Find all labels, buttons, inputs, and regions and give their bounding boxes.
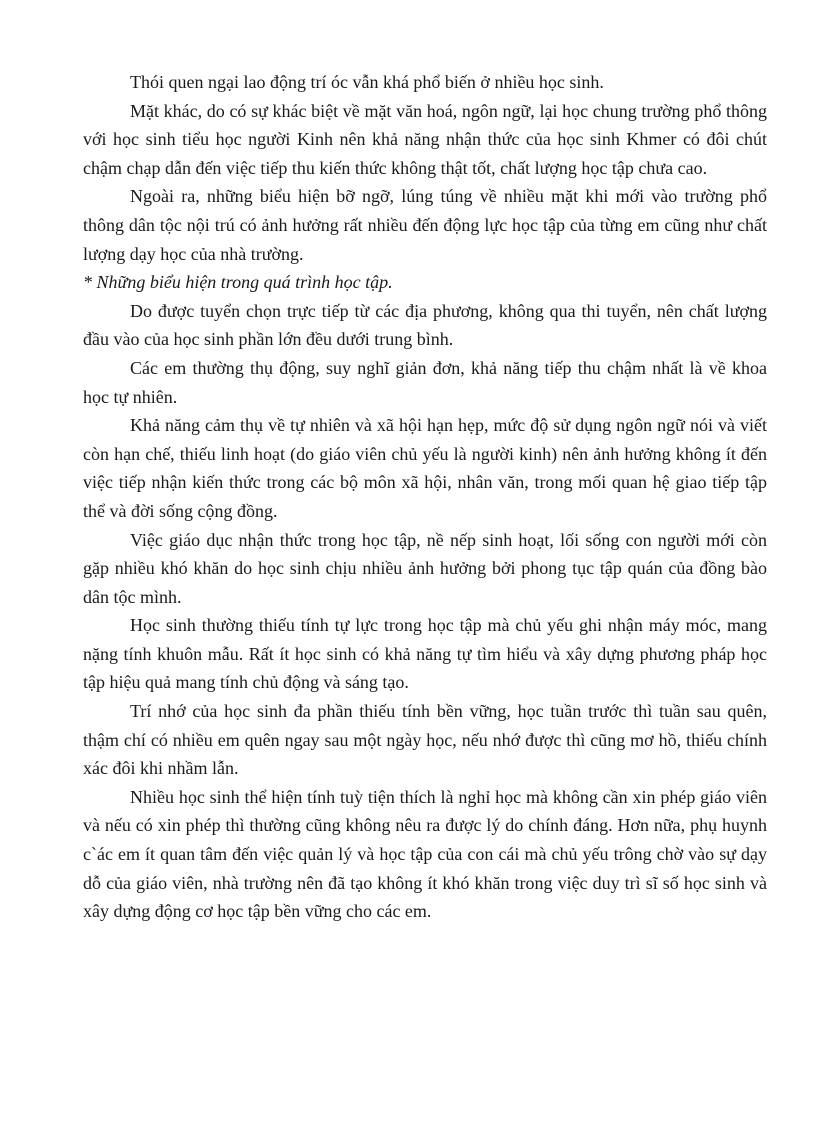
section-heading-learning-signs: * Những biểu hiện trong quá trình học tập. — [83, 272, 393, 293]
paragraph-self-reliance: Học sinh thường thiếu tính tự lực trong học tập mà chủ yếu ghi nhận máy móc, mang nặng tính khuôn mẫu. Rất ít học sinh có khả năng tự tìm hiểu và xây dựng phương pháp học tập hiệu quả mang tính chủ động và sáng tạo. — [83, 615, 767, 693]
document-body — [83, 68, 767, 926]
paragraph-study-habits: Thói quen ngại lao động trí óc vẫn khá phổ biến ở nhiều học sinh. — [130, 72, 604, 92]
paragraph-passive-learning: Các em thường thụ động, suy nghĩ giản đơn, khả năng tiếp thu chậm nhất là về khoa học tự nhiên. — [83, 357, 767, 407]
paragraph-memory: Trí nhớ của học sinh đa phần thiếu tính bền vững, học tuần trước thì tuần sau quên, thậm chí có nhiều em quên ngay sau một ngày học, nếu nhớ được thì cũng mơ hồ, thiếu chính xác đôi khi nhầm lẫn. — [83, 701, 767, 779]
paragraph-admission-quality: Do được tuyển chọn trực tiếp từ các địa phương, không qua thi tuyển, nên chất lượng đầu vào của học sinh phần lớn đều dưới trung bình. — [83, 300, 767, 350]
paragraph-cultural-difference: Mặt khác, do có sự khác biệt về mặt văn hoá, ngôn ngữ, lại học chung trường phổ thông với học sinh tiểu học người Kinh nên khả năng nhận thức của học sinh Khmer có đôi chút chậm chạp dẫn đến việc tiếp thu kiến thức không thật tốt, chất lượng học tập chưa cao. — [83, 100, 767, 178]
paragraph-customs-influence: Việc giáo dục nhận thức trong học tập, nề nếp sinh hoạt, lối sống con người mới còn gặp nhiều khó khăn do học sinh chịu nhiều ảnh hưởng bởi phong tục tập quán của đồng bào dân tộc mình. — [83, 529, 767, 607]
paragraph-absenteeism: Nhiều học sinh thể hiện tính tuỳ tiện thích là nghỉ học mà không cần xin phép giáo viên và nếu có xin phép thì thường cũng không nêu ra được lý do chính đáng. Hơn nữa, phụ huynh c`ác em ít quan tâm đến việc quản lý và học tập của con cái mà chủ yếu trông chờ vào sự dạy dỗ của giáo viên, nhà trường nên đã tạo không ít khó khăn trong việc duy trì sĩ số học sinh và xây dựng động cơ học tập bền vững cho các em. — [83, 786, 767, 922]
paragraph-language-ability: Khả năng cảm thụ về tự nhiên và xã hội hạn hẹp, mức độ sử dụng ngôn ngữ nói và viết còn hạn chế, thiếu linh hoạt (do giáo viên chủ yếu là người kinh) nên ảnh hưởng không ít đến việc tiếp nhận kiến thức trong các bộ môn xã hội, nhân văn, trong mối quan hệ giao tiếp tập thể và đời sống cộng đồng. — [83, 415, 767, 521]
paragraph-boarding-school: Ngoài ra, những biểu hiện bỡ ngỡ, lúng túng về nhiều mặt khi mới vào trường phổ thông dân tộc nội trú có ảnh hưởng rất nhiều đến động lực học tập của từng em cũng như chất lượng dạy học của nhà trường. — [83, 186, 767, 264]
